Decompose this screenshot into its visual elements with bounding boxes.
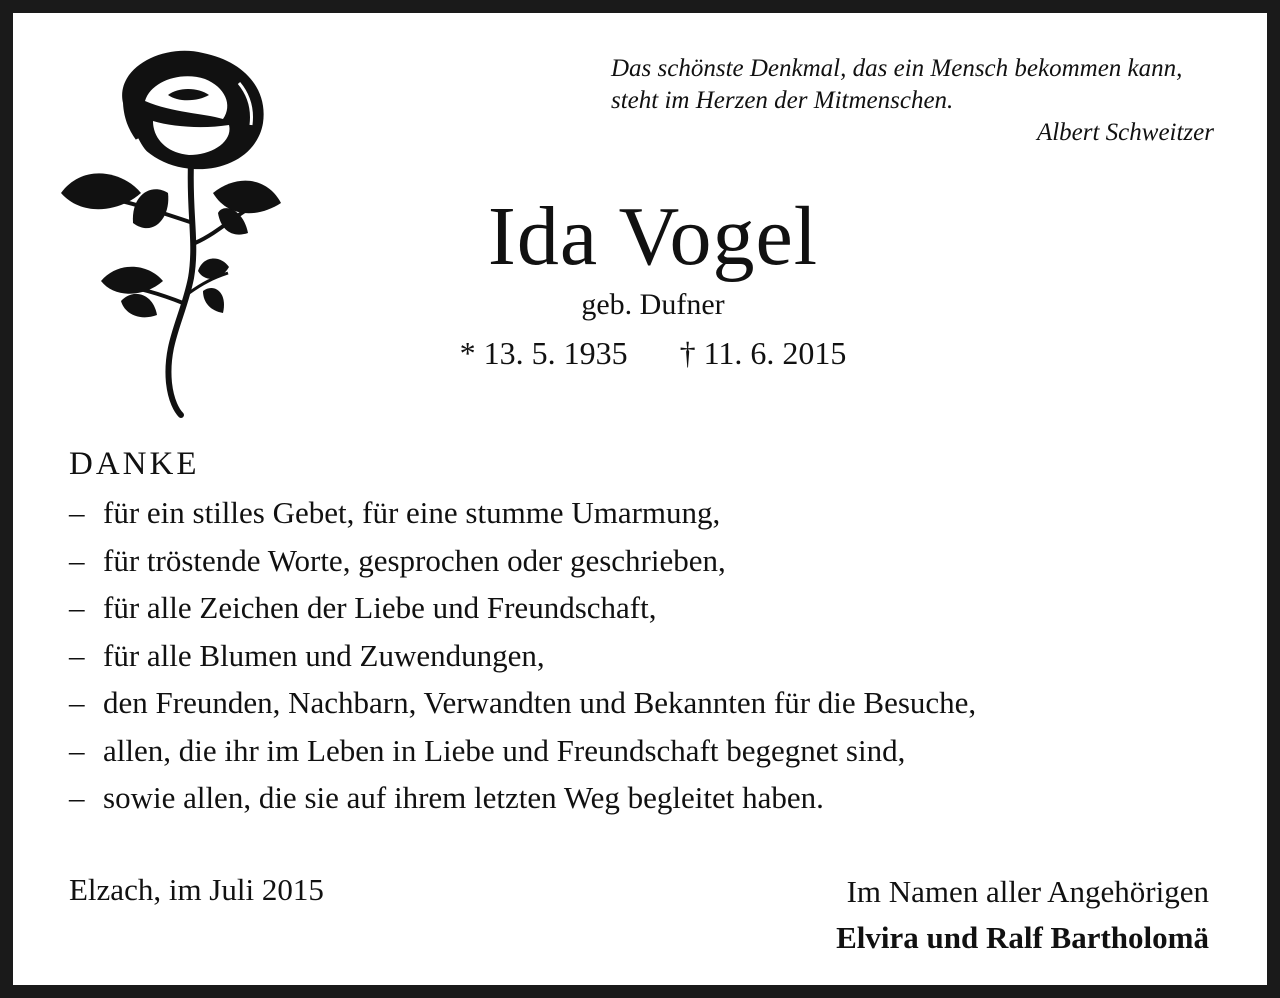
- quote-author: Albert Schweitzer: [1036, 119, 1214, 146]
- dash: –: [69, 542, 85, 578]
- dash: –: [69, 590, 85, 625]
- deceased-name: Ida Vogel: [487, 190, 819, 283]
- list-item-text: für tröstende Worte, gesprochen oder geschrieben,: [103, 542, 726, 578]
- dash: –: [69, 732, 85, 768]
- dash: –: [69, 780, 85, 815]
- quote-line-2: steht im Herzen der Mitmenschen.: [611, 87, 954, 114]
- maiden-name: geb. Dufner: [581, 288, 725, 321]
- list-item: [69, 634, 1229, 682]
- thanks-heading: DANKE: [69, 446, 200, 482]
- list-item: [69, 539, 1229, 587]
- birth-date: * 13. 5. 1935: [459, 335, 628, 371]
- thanks-list: [69, 491, 1229, 824]
- life-dates: [353, 333, 953, 373]
- quote-line-1: Das schönste Denkmal, das ein Mensch bekommen kann,: [611, 55, 1183, 82]
- list-item: [69, 776, 1229, 824]
- list-item: [69, 681, 1229, 729]
- dash: –: [69, 637, 85, 673]
- signatory-names: Elvira und Ralf Bartholomä: [836, 920, 1209, 955]
- dash: –: [69, 685, 85, 720]
- death-date: † 11. 6. 2015: [679, 335, 847, 371]
- list-item-text: sowie allen, die sie auf ihrem letzten Weg begleitet haben.: [103, 780, 824, 815]
- list-item-text: den Freunden, Nachbarn, Verwandten und Bekannten für die Besuche,: [103, 685, 977, 720]
- signature: [836, 869, 1209, 961]
- place-date: Elzach, im Juli 2015: [69, 872, 324, 907]
- on-behalf-text: Im Namen aller Angehörigen: [846, 874, 1209, 909]
- rose-icon: [53, 43, 293, 423]
- quote: [611, 53, 1241, 117]
- list-item: [69, 586, 1229, 634]
- list-item-text: für alle Blumen und Zuwendungen,: [103, 637, 545, 673]
- list-item-text: für ein stilles Gebet, für eine stumme Umarmung,: [103, 495, 721, 530]
- list-item-text: allen, die ihr im Leben in Liebe und Freundschaft begegnet sind,: [103, 732, 906, 768]
- list-item-text: für alle Zeichen der Liebe und Freundschaft,: [103, 590, 657, 625]
- list-item: [69, 491, 1229, 539]
- list-item: [69, 729, 1229, 777]
- dash: –: [69, 495, 85, 530]
